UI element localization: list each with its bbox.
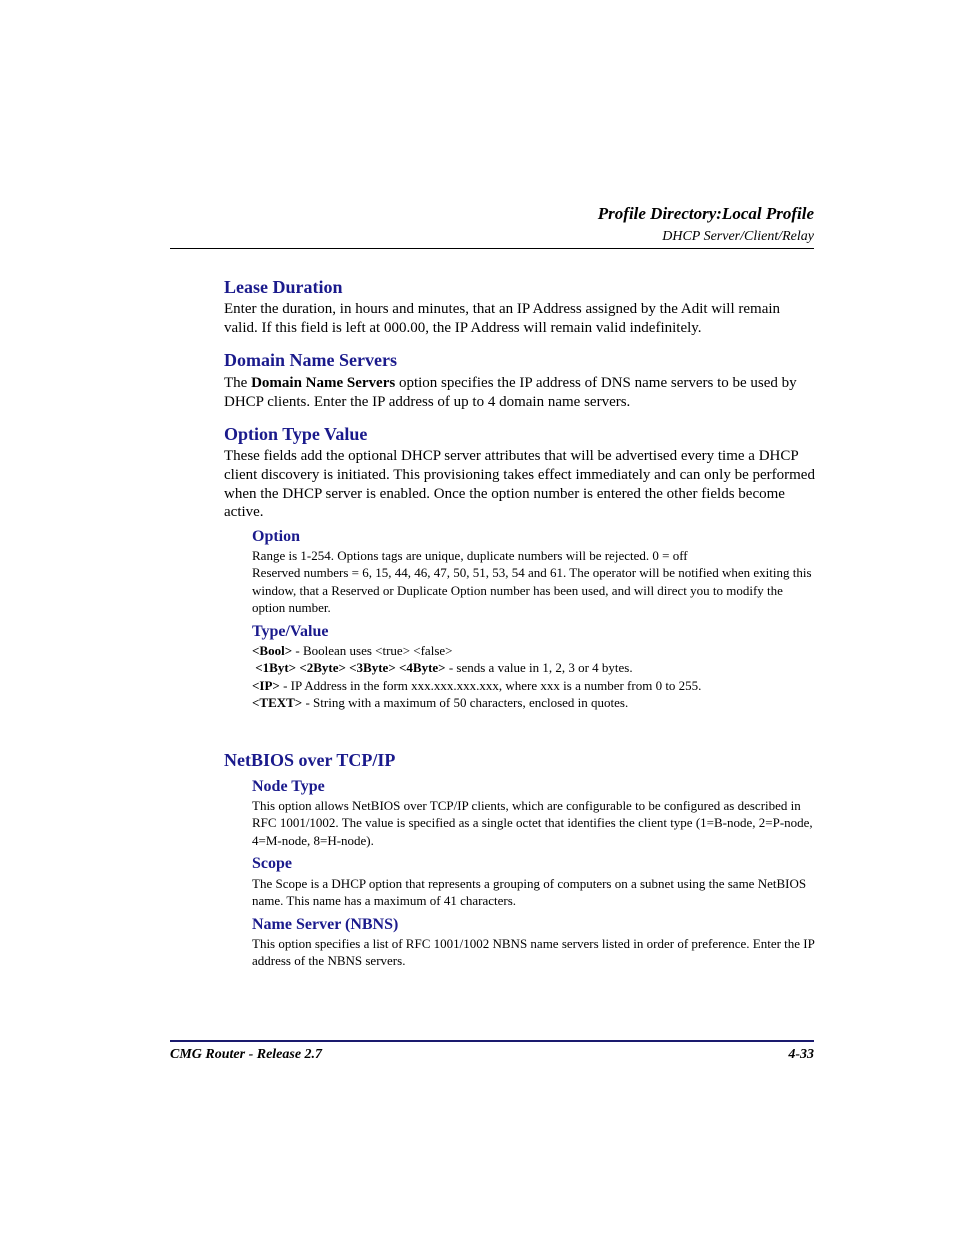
domain-name-servers-text — [224, 374, 816, 412]
page-header-subtitle: DHCP Server/Client/Relay — [662, 229, 814, 244]
name-server-nbns-text: This option specifies a list of RFC 1001/1002 NBNS name servers listed in order of preference. Enter the IP address of the NBNS servers. — [252, 936, 815, 969]
bool-text: - Boolean uses <true> <false> — [292, 643, 453, 658]
ip-text: - IP Address in the form xxx.xxx.xxx.xxx, where xxx is a number from 0 to 255. — [279, 677, 702, 693]
scope-heading: Scope — [252, 855, 292, 872]
option-reserved-line: Reserved numbers = 6, 15, 44, 46, 47, 50, 51, 53, 54 and 61. The operator will be notified when exiting this window, that a Reserved or Duplicate Option number has been used, and will direct you to modify the option number. — [252, 565, 812, 615]
byte-text: - sends a value in 1, 2, 3 or 4 bytes. — [445, 660, 633, 676]
type-value-list — [252, 642, 816, 711]
dns-text-bold: Domain Name Servers — [251, 375, 396, 391]
option-heading: Option — [252, 528, 301, 545]
footer-page-number: 4-33 — [788, 1047, 814, 1062]
dns-text-post: option specifies the IP address of DNS name servers to be used by DHCP clients. Enter the IP address of up to 4 domain name servers. — [224, 375, 797, 410]
header-divider — [170, 248, 814, 249]
option-text — [252, 547, 816, 616]
type-text-line — [252, 694, 816, 711]
page-header-title: Profile Directory:Local Profile — [597, 204, 814, 223]
type-ip-line — [252, 677, 816, 694]
dns-text-pre: The — [224, 375, 252, 391]
text-text: - String with a maximum of 50 characters, enclosed in quotes. — [302, 694, 629, 710]
netbios-heading: NetBIOS over TCP/IP — [224, 750, 396, 770]
footer-product-release: CMG Router - Release 2.7 — [170, 1047, 323, 1062]
node-type-text: This option allows NetBIOS over TCP/IP clients, which are configurable to be configured as described in RFC 1001/1002. The value is specified as a single octet that identifies the client type (1=B-node, 2=P-node, 4=M-node, 8=H-node). — [252, 798, 813, 848]
option-range-line: Range is 1-254. Options tags are unique, duplicate numbers will be rejected. 0 = off — [252, 548, 688, 563]
type-byte-line — [252, 659, 816, 676]
name-server-nbns-heading: Name Server (NBNS) — [252, 916, 399, 933]
ip-tag: <IP> — [252, 677, 280, 693]
node-type-heading: Node Type — [252, 778, 325, 795]
text-tag: <TEXT> — [252, 694, 303, 710]
type-bool-line — [252, 642, 816, 659]
scope-text: The Scope is a DHCP option that represents a grouping of computers on a subnet using the same NetBIOS name. This name has a maximum of 41 characters. — [252, 876, 807, 909]
lease-duration-heading: Lease Duration — [224, 277, 343, 297]
domain-name-servers-heading: Domain Name Servers — [224, 350, 397, 370]
option-type-value-heading: Option Type Value — [224, 424, 368, 444]
footer-divider — [170, 1040, 814, 1042]
option-type-value-text: These fields add the optional DHCP server attributes that will be advertised every time a DHCP client discovery is initiated. This provisioning takes effect immediately and can only be performed when the DHCP server is enabled. Once the option number is entered the other fields become active. — [224, 448, 815, 521]
lease-duration-text: Enter the duration, in hours and minutes, that an IP Address assigned by the Adit will remain valid. If this field is left at 000.00, the IP Address will remain valid indefinitely. — [224, 301, 781, 336]
type-value-heading: Type/Value — [252, 623, 329, 640]
byte-tags: <1Byt> <2Byte> <3Byte> <4Byte> — [255, 660, 446, 676]
bool-tag: <Bool> — [252, 643, 293, 658]
